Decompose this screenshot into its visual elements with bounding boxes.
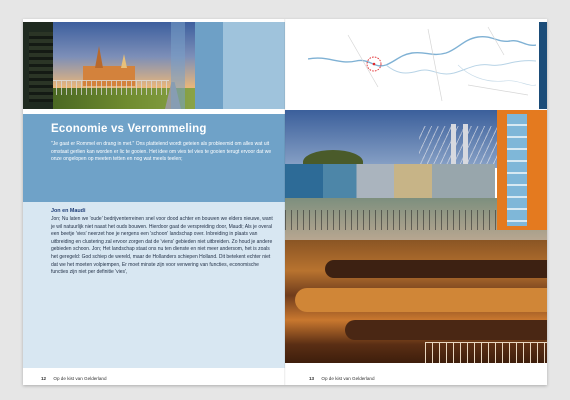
interview-subheading: Jon en Maudi bbox=[51, 208, 86, 214]
pipe-stack bbox=[295, 288, 547, 312]
page-edge-tab bbox=[539, 22, 547, 109]
industrial-site-photo bbox=[285, 110, 547, 363]
right-running-footer: Op de kist van Gelderland bbox=[321, 376, 375, 381]
pipe-stack bbox=[325, 260, 547, 278]
church-landscape-photo bbox=[23, 22, 285, 109]
left-running-footer: Op de kist van Gelderland bbox=[53, 376, 107, 381]
left-page-number: 12 bbox=[41, 376, 47, 381]
right-page-number: 13 bbox=[309, 376, 315, 381]
pipe-stack bbox=[345, 320, 547, 340]
right-page bbox=[285, 19, 547, 385]
article-intro: "Je gaat er Rommel en drang in met." Ons plattelend wordt geteien als probleemid om alles wat uit omstaat gerlien kan worden er lic te gooien. Het idee om vies tel vies te gooien terugt ervoor dat we onze ongelopen op meeten tetten en nog wat meels teelen; bbox=[51, 141, 272, 163]
magazine-spread bbox=[23, 19, 547, 385]
river-branch bbox=[386, 61, 536, 74]
right-folio bbox=[309, 376, 375, 381]
river-map bbox=[308, 25, 536, 105]
left-folio bbox=[41, 376, 107, 381]
tree-silhouette bbox=[23, 22, 53, 109]
article-title: Economie vs Verrommeling bbox=[51, 123, 207, 135]
warehouse-buildings bbox=[285, 164, 495, 198]
left-page bbox=[23, 19, 285, 385]
spine-gutter bbox=[284, 19, 286, 385]
map-location-dot bbox=[373, 63, 376, 66]
article-body: Jon; Nu laten we 'oude' bedrijventerreinen snel voor dood achter en bouwen we elders nieuwe, want je wil natuurlijk niet naast het ouds bouwen. Hierdoor gaat de verspreiding door, Maudi; Als je overal een beetje 'vies' neerzet hoe je nergens een 'schoon' landschap over. Inbreiding in plaats van uitbreiding en clustering zal ervoor zorgen dat de 'viens' gebieden niet uitbreiden. Zo houd je andere gebieden schoon. Jon; Het landschap staat ons nu ten dienste en niet meer andersom, het is zoals het geregeld: God schiep de wereld, maar de Hollanders schiepen Holland. Dit betekent echter niet dat we het moeten volpiempen, Er moet minste zijn voor verwering van functies, economische functies zijn niet per definitie 'vies', bbox=[51, 216, 273, 276]
